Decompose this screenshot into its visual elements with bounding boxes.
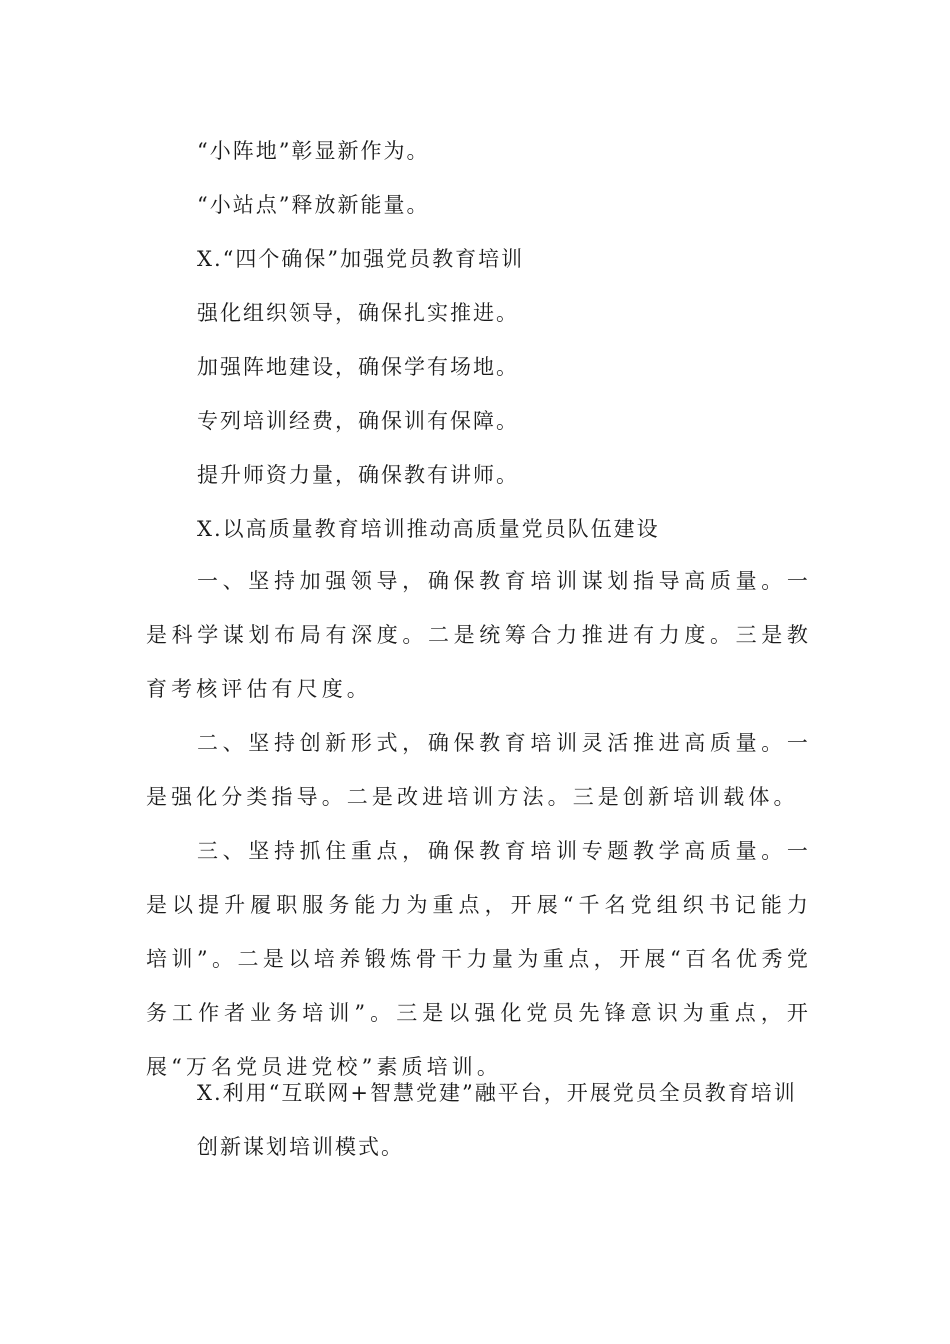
section-heading: X.利用“互联网+智慧党建”融平台，开展党员全员教育培训 [197, 1081, 797, 1105]
text-line: 提升师资力量，确保教有讲师。 [197, 463, 519, 487]
section-heading: X.以高质量教育培训推动高质量党员队伍建设 [197, 517, 660, 541]
paragraph: 二、坚持创新形式，确保教育培训灵活推进高质量。一是强化分类指导。二是改进培训方法。三是创新培训载体。 [146, 731, 812, 809]
text-line: “小站点”释放新能量。 [197, 193, 430, 217]
text-line: 创新谋划培训模式。 [197, 1135, 404, 1159]
text-line: 加强阵地建设，确保学有场地。 [197, 355, 519, 379]
paragraph: 三、坚持抓住重点，确保教育培训专题教学高质量。一是以提升履职服务能力为重点，开展“千名党组织书记能力培训”。二是以培养锻炼骨干力量为重点，开展“百名优秀党务工作者业务培训”。三是以强化党员先锋意识为重点，开展“万名党员进党校”素质培训。 [146, 839, 812, 1079]
section-heading: X.“四个确保”加强党员教育培训 [197, 247, 525, 271]
paragraph: 一、坚持加强领导，确保教育培训谋划指导高质量。一是科学谋划布局有深度。二是统筹合力推进有力度。三是教育考核评估有尺度。 [146, 569, 812, 701]
text-line: 强化组织领导，确保扎实推进。 [197, 301, 519, 325]
text-line: 专列培训经费，确保训有保障。 [197, 409, 519, 433]
text-line: “小阵地”彰显新作为。 [197, 139, 430, 163]
